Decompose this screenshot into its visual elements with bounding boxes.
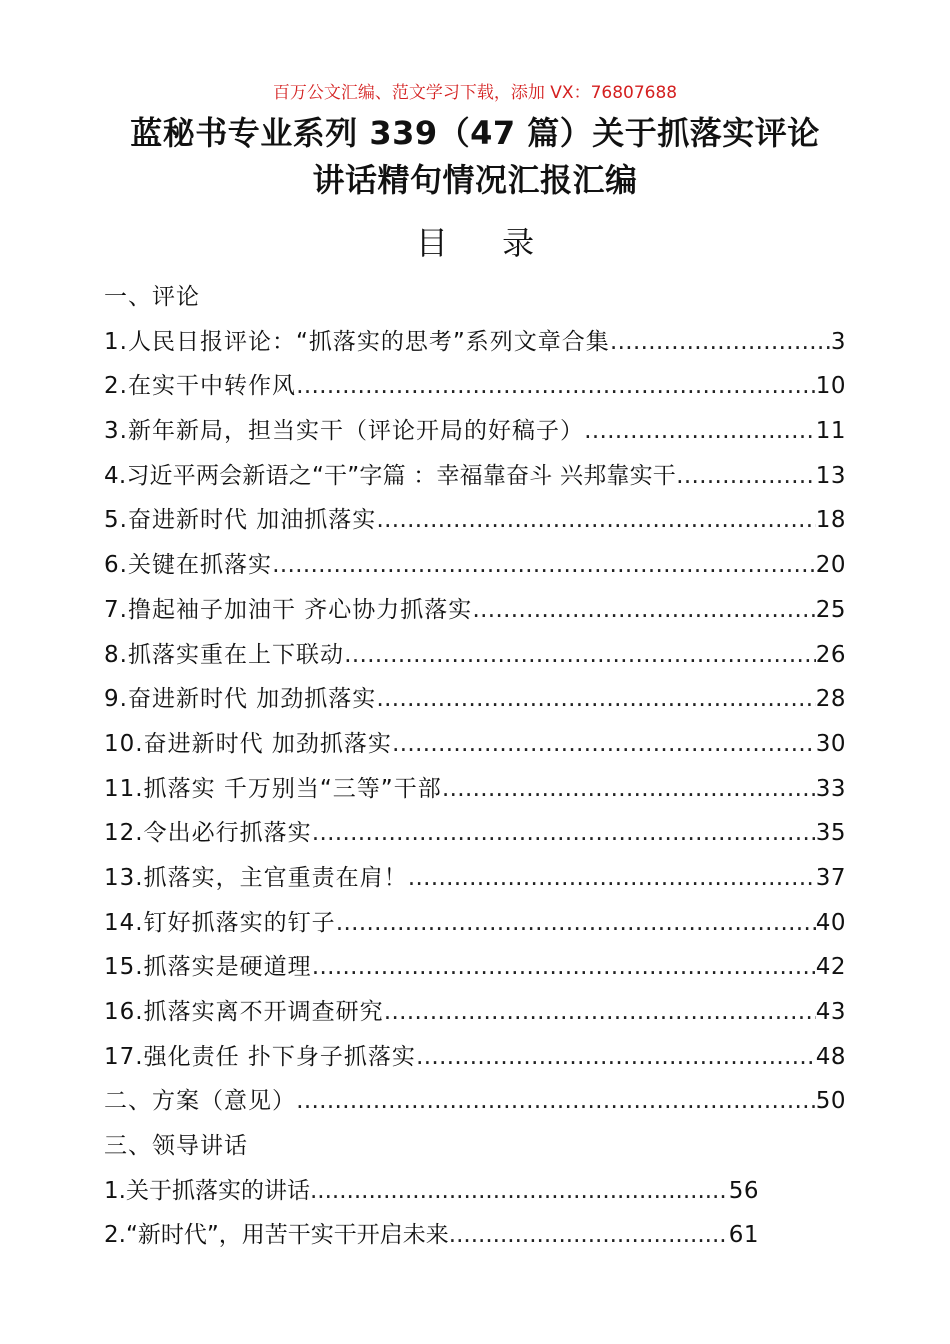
toc-entry-title: 4.习近平两会新语之“干”字篇 ：幸福靠奋斗 兴邦靠实干 [104, 462, 676, 489]
toc-entry-title: 1.关于抓落实的讲话 [104, 1177, 310, 1204]
toc-entry-title: 8.抓落实重在上下联动 [104, 641, 344, 668]
toc-entry-page: 37 [815, 864, 846, 891]
toc-entry-title: 9.奋进新时代 加劲抓落实 [104, 686, 377, 713]
toc-entry[interactable] [104, 543, 846, 588]
toc-entry-page: 33 [815, 775, 846, 802]
toc-entry-title: 15.抓落实是硬道理 [104, 954, 312, 981]
toc-entry-title: 12.令出必行抓落实 [104, 820, 312, 847]
toc-entry-page: 61 [728, 1222, 759, 1249]
toc-entry-title: 10.奋进新时代 加劲抓落实 [104, 730, 392, 757]
toc-entry[interactable] [104, 454, 846, 499]
toc-entry-page: 25 [815, 596, 846, 623]
toc-entry[interactable] [104, 677, 846, 722]
toc-entry-page: 28 [815, 686, 846, 713]
toc-entry-page: 11 [815, 418, 846, 445]
toc-entry-page: 10 [815, 373, 846, 400]
toc-entry-title: 2.“新时代”，用苦干实干开启未来 [104, 1222, 449, 1249]
toc-entry[interactable] [104, 1213, 759, 1258]
toc-entry-page: 30 [815, 730, 846, 757]
toc-entry[interactable] [104, 364, 846, 409]
toc-entry[interactable] [104, 320, 846, 365]
toc-section-heading: 一、评论 [104, 284, 200, 310]
toc-entry-title: 13.抓落实，主官重责在肩！ [104, 864, 408, 891]
toc-entry-title: 14.钉好抓落实的钉子 [104, 909, 336, 936]
toc-heading: 目 录 [415, 224, 557, 262]
toc-entry-page: 35 [815, 820, 846, 847]
toc-entry-page: 40 [815, 909, 846, 936]
toc-entry-title: 6.关键在抓落实 [104, 552, 272, 579]
toc-entry-title: 17.强化责任 扑下身子抓落实 [104, 1043, 416, 1070]
toc-entry[interactable] [104, 1169, 759, 1214]
toc-entry-title: 2.在实干中转作风 [104, 373, 296, 400]
toc-entry[interactable] [104, 1035, 846, 1080]
toc-entry-page: 43 [815, 999, 846, 1025]
toc-section-entry[interactable] [104, 1079, 846, 1124]
toc-entry[interactable] [104, 990, 846, 1035]
toc-entry-page: 50 [815, 1088, 846, 1115]
table-of-contents [104, 275, 846, 1258]
toc-entry[interactable] [104, 767, 846, 812]
toc-entry-page: 42 [815, 954, 846, 981]
toc-entry-title: 16.抓落实离不开调查研究 [104, 999, 384, 1025]
toc-entry-title: 5.奋进新时代 加油抓落实 [104, 507, 377, 534]
toc-entry[interactable] [104, 856, 846, 901]
toc-entry[interactable] [104, 901, 846, 946]
toc-entry[interactable] [104, 633, 846, 678]
watermark-text: 百万公文汇编、范文学习下载，添加 VX：76807688 [272, 83, 678, 103]
toc-entry-page: 13 [815, 462, 846, 489]
toc-entry-title: 二、方案（意见） [104, 1088, 296, 1115]
toc-entry[interactable] [104, 945, 846, 990]
toc-entry-page: 18 [815, 507, 846, 534]
document-title-line1: 蓝秘书专业系列 339（47 篇）关于抓落实评论 [130, 114, 820, 152]
toc-entry-title: 3.新年新局，担当实干（评论开局的好稿子） [104, 418, 584, 445]
toc-entry-title: 7.撸起袖子加油干 齐心协力抓落实 [104, 596, 473, 623]
toc-entry-page: 20 [815, 552, 846, 579]
toc-entry-title: 11.抓落实 千万别当“三等”干部 [104, 775, 442, 802]
toc-entry-page: 56 [728, 1177, 759, 1204]
toc-entry-page: 3 [830, 328, 846, 355]
toc-entry[interactable] [104, 811, 846, 856]
toc-entry[interactable] [104, 498, 846, 543]
document-title-line2: 讲话精句情况汇报汇编 [312, 161, 638, 199]
toc-entry[interactable] [104, 588, 846, 633]
toc-entry-page: 26 [815, 641, 846, 668]
toc-entry-title: 1.人民日报评论：“抓落实的思考”系列文章合集 [104, 328, 610, 355]
toc-entry[interactable] [104, 409, 846, 454]
toc-entry[interactable] [104, 722, 846, 767]
toc-section-heading: 三、领导讲话 [104, 1133, 248, 1160]
toc-entry-page: 48 [815, 1043, 846, 1070]
